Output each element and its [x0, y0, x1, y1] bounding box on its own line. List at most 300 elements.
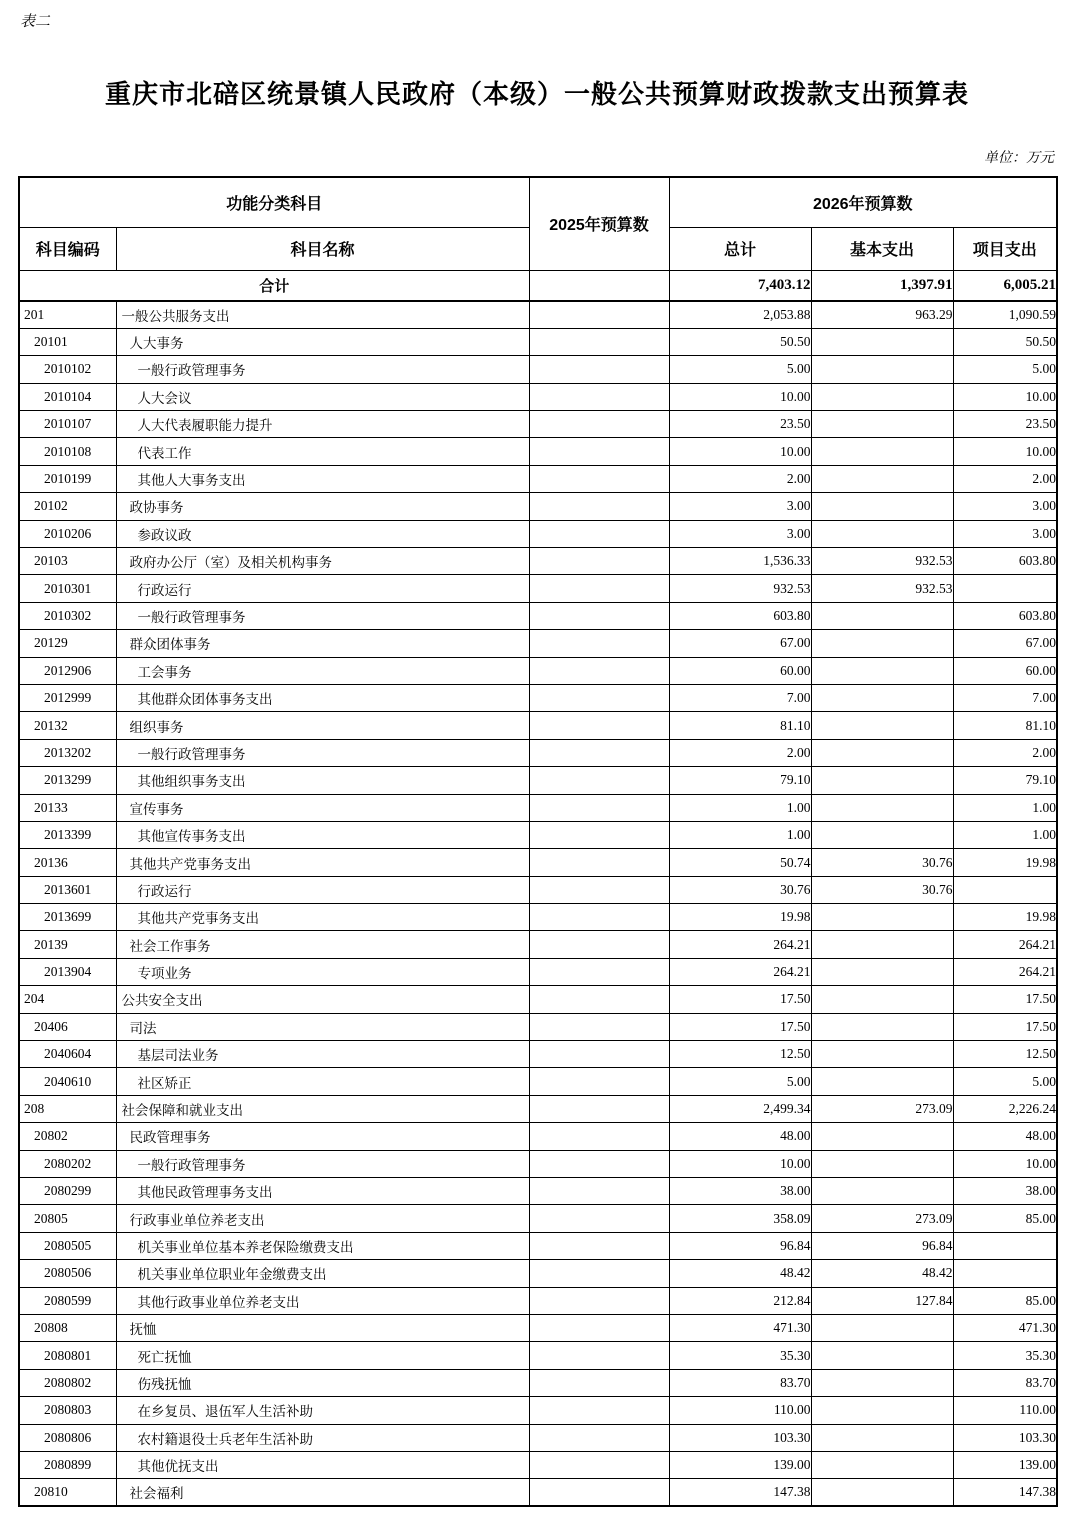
cell-code: 2013202 [19, 739, 116, 766]
cell-name: 一般行政管理事务 [116, 1150, 529, 1177]
grand-total-basic: 1,397.91 [811, 270, 953, 301]
cell-code: 2040610 [19, 1068, 116, 1095]
table-body [19, 301, 1057, 1506]
table-row [19, 1041, 1057, 1068]
cell-basic [811, 767, 953, 794]
cell-name: 代表工作 [116, 438, 529, 465]
cell-code: 20133 [19, 794, 116, 821]
cell-project [953, 876, 1057, 903]
cell-basic: 127.84 [811, 1287, 953, 1314]
cell-y2025 [529, 739, 669, 766]
cell-project: 3.00 [953, 520, 1057, 547]
cell-y2025 [529, 1342, 669, 1369]
cell-project: 81.10 [953, 712, 1057, 739]
cell-project: 50.50 [953, 328, 1057, 355]
table-row [19, 575, 1057, 602]
cell-total: 603.80 [669, 602, 811, 629]
cell-total: 2.00 [669, 465, 811, 492]
cell-basic: 932.53 [811, 575, 953, 602]
cell-project: 35.30 [953, 1342, 1057, 1369]
cell-y2025 [529, 1205, 669, 1232]
cell-project: 603.80 [953, 602, 1057, 629]
cell-code: 2010104 [19, 383, 116, 410]
cell-basic [811, 520, 953, 547]
cell-project: 103.30 [953, 1424, 1057, 1451]
cell-y2025 [529, 1287, 669, 1314]
table-row [19, 986, 1057, 1013]
cell-y2025 [529, 1451, 669, 1478]
cell-y2025 [529, 383, 669, 410]
grand-total-total: 7,403.12 [669, 270, 811, 301]
cell-name: 一般行政管理事务 [116, 739, 529, 766]
cell-name: 在乡复员、退伍军人生活补助 [116, 1397, 529, 1424]
cell-y2025 [529, 958, 669, 985]
cell-basic [811, 1150, 953, 1177]
cell-name: 社区矫正 [116, 1068, 529, 1095]
cell-project: 110.00 [953, 1397, 1057, 1424]
cell-y2025 [529, 1369, 669, 1396]
cell-name: 工会事务 [116, 657, 529, 684]
table-row [19, 821, 1057, 848]
cell-total: 5.00 [669, 356, 811, 383]
cell-y2025 [529, 630, 669, 657]
cell-name: 机关事业单位基本养老保险缴费支出 [116, 1232, 529, 1259]
cell-code: 2080505 [19, 1232, 116, 1259]
cell-project: 264.21 [953, 931, 1057, 958]
header-total: 总计 [669, 227, 811, 270]
cell-total: 7.00 [669, 684, 811, 711]
cell-project: 10.00 [953, 438, 1057, 465]
cell-total: 147.38 [669, 1479, 811, 1506]
cell-name: 基层司法业务 [116, 1041, 529, 1068]
cell-basic [811, 931, 953, 958]
cell-project: 2,226.24 [953, 1095, 1057, 1122]
cell-name: 其他组织事务支出 [116, 767, 529, 794]
cell-total: 3.00 [669, 493, 811, 520]
cell-total: 81.10 [669, 712, 811, 739]
grand-total-row [19, 270, 1057, 301]
cell-basic [811, 1451, 953, 1478]
cell-code: 2012999 [19, 684, 116, 711]
table-row [19, 1451, 1057, 1478]
table-row [19, 630, 1057, 657]
table-row [19, 1178, 1057, 1205]
cell-total: 83.70 [669, 1369, 811, 1396]
cell-project: 10.00 [953, 383, 1057, 410]
cell-project: 19.98 [953, 904, 1057, 931]
cell-y2025 [529, 1178, 669, 1205]
cell-y2025 [529, 520, 669, 547]
cell-y2025 [529, 602, 669, 629]
cell-project: 3.00 [953, 493, 1057, 520]
cell-basic [811, 821, 953, 848]
cell-code: 2080202 [19, 1150, 116, 1177]
header-subject-name: 科目名称 [116, 227, 529, 270]
cell-total: 60.00 [669, 657, 811, 684]
cell-project: 7.00 [953, 684, 1057, 711]
cell-code: 2010302 [19, 602, 116, 629]
cell-total: 2.00 [669, 739, 811, 766]
cell-project: 38.00 [953, 1178, 1057, 1205]
cell-name: 其他民政管理事务支出 [116, 1178, 529, 1205]
cell-code: 20810 [19, 1479, 116, 1506]
cell-name: 一般行政管理事务 [116, 356, 529, 383]
table-row [19, 1232, 1057, 1259]
table-row [19, 1287, 1057, 1314]
cell-code: 201 [19, 301, 116, 328]
cell-basic [811, 383, 953, 410]
cell-total: 48.00 [669, 1123, 811, 1150]
cell-name: 参政议政 [116, 520, 529, 547]
table-row [19, 328, 1057, 355]
cell-code: 2080299 [19, 1178, 116, 1205]
cell-total: 932.53 [669, 575, 811, 602]
cell-project: 1,090.59 [953, 301, 1057, 328]
cell-project: 1.00 [953, 821, 1057, 848]
cell-name: 其他共产党事务支出 [116, 849, 529, 876]
cell-code: 2013299 [19, 767, 116, 794]
table-row [19, 1150, 1057, 1177]
cell-name: 社会福利 [116, 1479, 529, 1506]
table-row [19, 849, 1057, 876]
table-row [19, 712, 1057, 739]
cell-y2025 [529, 356, 669, 383]
cell-total: 96.84 [669, 1232, 811, 1259]
cell-name: 抚恤 [116, 1314, 529, 1341]
cell-basic [811, 630, 953, 657]
header-row-1 [19, 177, 1057, 227]
cell-total: 110.00 [669, 1397, 811, 1424]
cell-name: 政协事务 [116, 493, 529, 520]
cell-total: 17.50 [669, 986, 811, 1013]
cell-y2025 [529, 1068, 669, 1095]
cell-name: 其他优抚支出 [116, 1451, 529, 1478]
cell-y2025 [529, 575, 669, 602]
cell-code: 20102 [19, 493, 116, 520]
cell-code: 2080802 [19, 1369, 116, 1396]
cell-code: 2080806 [19, 1424, 116, 1451]
cell-code: 2013601 [19, 876, 116, 903]
cell-basic [811, 1123, 953, 1150]
table-row [19, 1342, 1057, 1369]
cell-project [953, 575, 1057, 602]
table-row [19, 958, 1057, 985]
cell-basic: 96.84 [811, 1232, 953, 1259]
cell-project: 17.50 [953, 1013, 1057, 1040]
cell-y2025 [529, 904, 669, 931]
table-row [19, 301, 1057, 328]
table-row [19, 794, 1057, 821]
cell-y2025 [529, 1260, 669, 1287]
cell-total: 1.00 [669, 794, 811, 821]
header-basic-expenditure: 基本支出 [811, 227, 953, 270]
grand-total-label: 合计 [19, 270, 529, 301]
cell-basic [811, 904, 953, 931]
cell-name: 其他群众团体事务支出 [116, 684, 529, 711]
cell-y2025 [529, 931, 669, 958]
cell-project [953, 1260, 1057, 1287]
table-row [19, 904, 1057, 931]
table-row [19, 1397, 1057, 1424]
cell-y2025 [529, 821, 669, 848]
cell-y2025 [529, 684, 669, 711]
cell-basic: 273.09 [811, 1095, 953, 1122]
cell-total: 17.50 [669, 1013, 811, 1040]
cell-total: 10.00 [669, 383, 811, 410]
cell-total: 103.30 [669, 1424, 811, 1451]
grand-total-2025 [529, 270, 669, 301]
header-2025-budget: 2025年预算数 [529, 177, 669, 270]
cell-total: 10.00 [669, 438, 811, 465]
cell-y2025 [529, 438, 669, 465]
cell-total: 139.00 [669, 1451, 811, 1478]
cell-y2025 [529, 301, 669, 328]
cell-code: 2080506 [19, 1260, 116, 1287]
cell-total: 67.00 [669, 630, 811, 657]
cell-name: 机关事业单位职业年金缴费支出 [116, 1260, 529, 1287]
cell-basic [811, 1369, 953, 1396]
cell-total: 79.10 [669, 767, 811, 794]
cell-basic [811, 657, 953, 684]
cell-total: 212.84 [669, 1287, 811, 1314]
cell-name: 其他人大事务支出 [116, 465, 529, 492]
cell-project: 2.00 [953, 739, 1057, 766]
cell-project: 79.10 [953, 767, 1057, 794]
page-title: 重庆市北碚区统景镇人民政府（本级）一般公共预算财政拨款支出预算表 [104, 80, 969, 109]
cell-name: 其他宣传事务支出 [116, 821, 529, 848]
cell-basic: 273.09 [811, 1205, 953, 1232]
cell-total: 30.76 [669, 876, 811, 903]
cell-basic [811, 958, 953, 985]
cell-code: 20136 [19, 849, 116, 876]
cell-y2025 [529, 1041, 669, 1068]
cell-basic [811, 356, 953, 383]
table-row [19, 1424, 1057, 1451]
cell-project: 10.00 [953, 1150, 1057, 1177]
cell-total: 50.74 [669, 849, 811, 876]
table-row [19, 739, 1057, 766]
cell-code: 2013699 [19, 904, 116, 931]
cell-code: 2010199 [19, 465, 116, 492]
table-row [19, 931, 1057, 958]
cell-code: 208 [19, 1095, 116, 1122]
cell-total: 38.00 [669, 1178, 811, 1205]
cell-y2025 [529, 411, 669, 438]
cell-basic: 48.42 [811, 1260, 953, 1287]
cell-y2025 [529, 465, 669, 492]
cell-total: 50.50 [669, 328, 811, 355]
cell-total: 264.21 [669, 931, 811, 958]
cell-y2025 [529, 328, 669, 355]
table-row [19, 438, 1057, 465]
table-header [19, 177, 1057, 270]
cell-basic [811, 986, 953, 1013]
corner-label: 表二 [20, 14, 51, 30]
cell-y2025 [529, 1232, 669, 1259]
cell-basic [811, 1342, 953, 1369]
cell-basic [811, 1397, 953, 1424]
cell-code: 2010102 [19, 356, 116, 383]
cell-project: 85.00 [953, 1205, 1057, 1232]
table-row [19, 356, 1057, 383]
cell-project: 17.50 [953, 986, 1057, 1013]
table-row [19, 1068, 1057, 1095]
cell-y2025 [529, 1013, 669, 1040]
cell-name: 民政管理事务 [116, 1123, 529, 1150]
cell-total: 2,499.34 [669, 1095, 811, 1122]
cell-code: 2080803 [19, 1397, 116, 1424]
cell-project: 67.00 [953, 630, 1057, 657]
cell-project: 85.00 [953, 1287, 1057, 1314]
cell-total: 35.30 [669, 1342, 811, 1369]
cell-code: 20129 [19, 630, 116, 657]
header-project-expenditure: 项目支出 [953, 227, 1057, 270]
cell-name: 伤残抚恤 [116, 1369, 529, 1396]
cell-code: 2080599 [19, 1287, 116, 1314]
cell-y2025 [529, 1479, 669, 1506]
cell-total: 10.00 [669, 1150, 811, 1177]
cell-basic: 30.76 [811, 849, 953, 876]
cell-name: 专项业务 [116, 958, 529, 985]
table-row [19, 411, 1057, 438]
cell-code: 2012906 [19, 657, 116, 684]
cell-project: 471.30 [953, 1314, 1057, 1341]
cell-project [953, 1232, 1057, 1259]
cell-code: 2010301 [19, 575, 116, 602]
cell-code: 2013399 [19, 821, 116, 848]
cell-name: 行政运行 [116, 876, 529, 903]
cell-code: 20132 [19, 712, 116, 739]
cell-name: 行政事业单位养老支出 [116, 1205, 529, 1232]
cell-code: 2010206 [19, 520, 116, 547]
cell-code: 20802 [19, 1123, 116, 1150]
cell-total: 358.09 [669, 1205, 811, 1232]
cell-code: 2010108 [19, 438, 116, 465]
cell-code: 204 [19, 986, 116, 1013]
cell-basic: 932.53 [811, 548, 953, 575]
cell-code: 20103 [19, 548, 116, 575]
cell-project: 603.80 [953, 548, 1057, 575]
cell-name: 行政运行 [116, 575, 529, 602]
cell-y2025 [529, 657, 669, 684]
cell-code: 2013904 [19, 958, 116, 985]
cell-y2025 [529, 876, 669, 903]
cell-name: 农村籍退役士兵老年生活补助 [116, 1424, 529, 1451]
cell-total: 5.00 [669, 1068, 811, 1095]
cell-basic [811, 1479, 953, 1506]
cell-name: 组织事务 [116, 712, 529, 739]
header-2026-budget-group: 2026年预算数 [669, 177, 1057, 227]
cell-name: 死亡抚恤 [116, 1342, 529, 1369]
table-row [19, 520, 1057, 547]
table-row [19, 1479, 1057, 1506]
cell-code: 2080801 [19, 1342, 116, 1369]
cell-basic [811, 1424, 953, 1451]
cell-total: 264.21 [669, 958, 811, 985]
cell-y2025 [529, 1314, 669, 1341]
cell-basic [811, 1068, 953, 1095]
cell-total: 1,536.33 [669, 548, 811, 575]
cell-name: 宣传事务 [116, 794, 529, 821]
cell-name: 公共安全支出 [116, 986, 529, 1013]
table-row [19, 548, 1057, 575]
cell-project: 139.00 [953, 1451, 1057, 1478]
cell-basic [811, 493, 953, 520]
grand-total-project: 6,005.21 [953, 270, 1057, 301]
cell-total: 471.30 [669, 1314, 811, 1341]
cell-total: 2,053.88 [669, 301, 811, 328]
cell-basic [811, 328, 953, 355]
cell-name: 司法 [116, 1013, 529, 1040]
cell-name: 其他共产党事务支出 [116, 904, 529, 931]
cell-code: 20101 [19, 328, 116, 355]
table-row [19, 684, 1057, 711]
cell-basic [811, 739, 953, 766]
cell-name: 一般行政管理事务 [116, 602, 529, 629]
cell-basic [811, 411, 953, 438]
cell-total: 23.50 [669, 411, 811, 438]
cell-name: 社会保障和就业支出 [116, 1095, 529, 1122]
cell-name: 政府办公厅（室）及相关机构事务 [116, 548, 529, 575]
cell-y2025 [529, 1424, 669, 1451]
table-row [19, 1095, 1057, 1122]
table-row [19, 657, 1057, 684]
cell-project: 12.50 [953, 1041, 1057, 1068]
cell-basic: 30.76 [811, 876, 953, 903]
table-row [19, 383, 1057, 410]
cell-project: 147.38 [953, 1479, 1057, 1506]
cell-code: 2080899 [19, 1451, 116, 1478]
cell-project: 48.00 [953, 1123, 1057, 1150]
cell-code: 2040604 [19, 1041, 116, 1068]
cell-project: 5.00 [953, 1068, 1057, 1095]
cell-basic [811, 602, 953, 629]
table-row [19, 1260, 1057, 1287]
cell-total: 19.98 [669, 904, 811, 931]
cell-basic [811, 465, 953, 492]
unit-note: 单位：万元 [984, 151, 1054, 166]
cell-total: 12.50 [669, 1041, 811, 1068]
cell-total: 48.42 [669, 1260, 811, 1287]
table-row [19, 1314, 1057, 1341]
cell-project: 5.00 [953, 356, 1057, 383]
cell-project: 23.50 [953, 411, 1057, 438]
cell-basic [811, 794, 953, 821]
cell-y2025 [529, 1397, 669, 1424]
table-row [19, 1123, 1057, 1150]
cell-basic [811, 1178, 953, 1205]
cell-y2025 [529, 849, 669, 876]
table-row [19, 1205, 1057, 1232]
cell-name: 人大事务 [116, 328, 529, 355]
table-row [19, 602, 1057, 629]
cell-total: 1.00 [669, 821, 811, 848]
cell-name: 人大会议 [116, 383, 529, 410]
table-row [19, 767, 1057, 794]
cell-basic [811, 438, 953, 465]
cell-basic [811, 1013, 953, 1040]
cell-project: 60.00 [953, 657, 1057, 684]
cell-name: 群众团体事务 [116, 630, 529, 657]
cell-y2025 [529, 548, 669, 575]
cell-y2025 [529, 794, 669, 821]
cell-code: 20139 [19, 931, 116, 958]
cell-project: 83.70 [953, 1369, 1057, 1396]
cell-project: 19.98 [953, 849, 1057, 876]
cell-y2025 [529, 986, 669, 1013]
cell-project: 1.00 [953, 794, 1057, 821]
header-functional-classification: 功能分类科目 [19, 177, 529, 227]
